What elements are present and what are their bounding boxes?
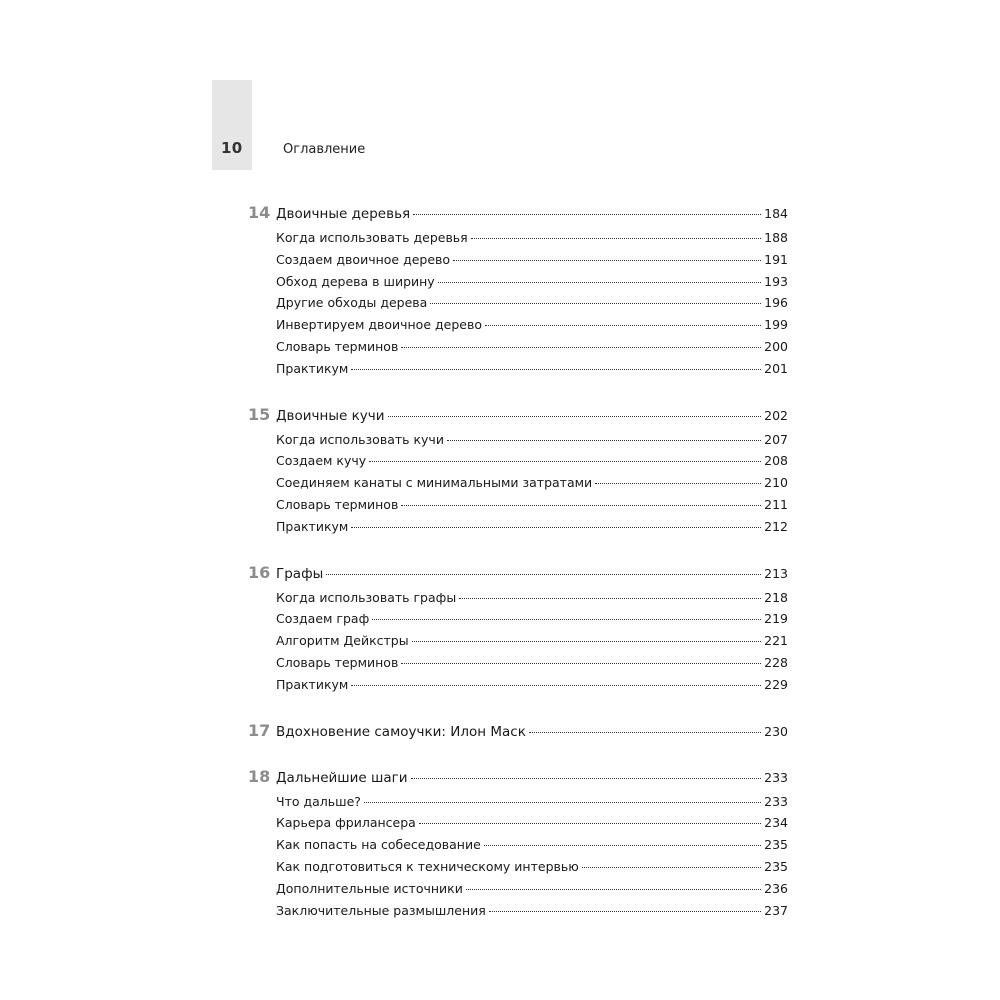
chapter-title: Двоичные кучи bbox=[276, 407, 385, 424]
toc-section-entry[interactable] bbox=[276, 472, 788, 494]
toc-section-entry[interactable] bbox=[276, 358, 788, 380]
section-list bbox=[248, 587, 788, 696]
section-page-number: 200 bbox=[764, 338, 788, 354]
toc-section-entry[interactable] bbox=[276, 900, 788, 922]
section-title: Другие обходы дерева bbox=[276, 295, 428, 311]
dot-leader bbox=[419, 823, 761, 824]
section-list bbox=[248, 227, 788, 380]
toc-section-entry[interactable] bbox=[276, 227, 788, 249]
section-page-number: 193 bbox=[764, 273, 788, 289]
section-title: Когда использовать графы bbox=[276, 589, 457, 605]
dot-leader bbox=[438, 282, 761, 283]
section-page-number: 211 bbox=[764, 496, 788, 512]
dot-leader bbox=[351, 685, 761, 686]
dot-leader bbox=[529, 732, 761, 733]
section-title: Соединяем канаты с минимальными затратами bbox=[276, 475, 593, 491]
toc-section-entry[interactable] bbox=[276, 608, 788, 630]
toc-section-entry[interactable] bbox=[276, 494, 788, 516]
toc-section-entry[interactable] bbox=[276, 292, 788, 314]
section-page-number: 188 bbox=[764, 230, 788, 245]
toc-chapter-entry[interactable] bbox=[248, 720, 788, 742]
section-title: Создаем двоичное дерево bbox=[276, 251, 451, 267]
toc-chapter-entry[interactable] bbox=[248, 404, 788, 426]
toc-section-entry[interactable] bbox=[276, 856, 788, 878]
toc-section-entry[interactable] bbox=[276, 336, 788, 358]
toc-section-entry[interactable] bbox=[276, 587, 788, 609]
dot-leader bbox=[401, 663, 761, 664]
dot-leader bbox=[459, 598, 761, 599]
chapter-title: Графы bbox=[276, 565, 324, 582]
dot-leader bbox=[351, 527, 761, 528]
chapter-page-number: 230 bbox=[764, 723, 788, 739]
section-title: Дополнительные источники bbox=[276, 880, 463, 896]
section-title: Когда использовать кучи bbox=[276, 431, 444, 447]
chapter-page-number: 233 bbox=[764, 769, 788, 785]
section-title: Словарь терминов bbox=[276, 654, 399, 670]
section-title: Алгоритм Дейкстры bbox=[276, 633, 409, 649]
section-page-number: 210 bbox=[764, 475, 788, 491]
toc-chapter bbox=[248, 562, 788, 696]
section-title: Заключительные размышления bbox=[276, 902, 486, 918]
section-title: Словарь терминов bbox=[276, 338, 399, 354]
section-page-number: 229 bbox=[764, 676, 788, 692]
dot-leader bbox=[489, 911, 761, 912]
dot-leader bbox=[484, 845, 761, 846]
section-title: Создаем граф bbox=[276, 611, 370, 627]
section-list bbox=[248, 791, 788, 922]
page-number: 10 bbox=[221, 139, 243, 157]
chapter-number: 16 bbox=[248, 562, 271, 582]
toc-chapter-entry[interactable] bbox=[248, 766, 788, 788]
section-title: Как попасть на собеседование bbox=[276, 837, 481, 853]
dot-leader bbox=[430, 303, 761, 304]
toc-section-entry[interactable] bbox=[276, 834, 788, 856]
chapter-number: 14 bbox=[248, 203, 271, 222]
dot-leader bbox=[411, 778, 762, 779]
section-title: Карьера фрилансера bbox=[276, 815, 416, 831]
section-title: Практикум bbox=[276, 360, 349, 376]
section-page-number: 236 bbox=[764, 880, 788, 896]
chapter-number: 17 bbox=[248, 720, 271, 740]
section-page-number: 208 bbox=[764, 453, 788, 469]
section-list bbox=[248, 429, 788, 538]
dot-leader bbox=[364, 802, 761, 803]
section-title: Практикум bbox=[276, 518, 349, 534]
dot-leader bbox=[447, 440, 761, 441]
section-page-number: 191 bbox=[764, 251, 788, 267]
toc-section-entry[interactable] bbox=[276, 674, 788, 696]
dot-leader bbox=[582, 867, 761, 868]
dot-leader bbox=[372, 619, 761, 620]
chapter-title: Дальнейшие шаги bbox=[276, 769, 408, 786]
section-page-number: 228 bbox=[764, 654, 788, 670]
chapter-title: Вдохновение самоучки: Илон Маск bbox=[276, 723, 526, 740]
section-title: Обход дерева в ширину bbox=[276, 273, 435, 289]
section-page-number: 207 bbox=[764, 431, 788, 447]
section-page-number: 218 bbox=[764, 589, 788, 605]
section-title: Что дальше? bbox=[276, 793, 361, 809]
chapter-page-number: 184 bbox=[764, 206, 788, 221]
section-title: Практикум bbox=[276, 676, 349, 692]
dot-leader bbox=[485, 325, 761, 326]
section-title: Как подготовиться к техническому интервью bbox=[276, 858, 579, 874]
running-head: Оглавление bbox=[283, 142, 366, 157]
toc-chapter-entry[interactable] bbox=[248, 562, 788, 584]
toc-section-entry[interactable] bbox=[276, 652, 788, 674]
section-page-number: 235 bbox=[764, 858, 788, 874]
toc-section-entry[interactable] bbox=[276, 630, 788, 652]
toc-chapter bbox=[248, 766, 788, 922]
section-page-number: 221 bbox=[764, 633, 788, 649]
section-page-number: 237 bbox=[764, 902, 788, 918]
dot-leader bbox=[453, 260, 761, 261]
toc-section-entry[interactable] bbox=[276, 271, 788, 293]
dot-leader bbox=[351, 369, 761, 370]
section-title: Когда использовать деревья bbox=[276, 230, 468, 245]
section-page-number: 234 bbox=[764, 815, 788, 831]
toc-section-entry[interactable] bbox=[276, 314, 788, 336]
section-page-number: 235 bbox=[764, 837, 788, 853]
dot-leader bbox=[326, 574, 761, 575]
toc-chapter bbox=[248, 404, 788, 538]
dot-leader bbox=[369, 461, 761, 462]
section-page-number: 219 bbox=[764, 611, 788, 627]
dot-leader bbox=[401, 505, 761, 506]
dot-leader bbox=[471, 238, 761, 239]
toc-chapter bbox=[248, 720, 788, 742]
section-page-number: 196 bbox=[764, 295, 788, 311]
dot-leader bbox=[412, 641, 762, 642]
toc-section-entry[interactable] bbox=[276, 249, 788, 271]
section-page-number: 233 bbox=[764, 793, 788, 809]
section-page-number: 201 bbox=[764, 360, 788, 376]
chapter-page-number: 213 bbox=[764, 565, 788, 581]
toc-section-entry[interactable] bbox=[276, 878, 788, 900]
toc-section-entry[interactable] bbox=[276, 812, 788, 834]
chapter-number: 18 bbox=[248, 766, 271, 786]
toc-chapter-entry[interactable] bbox=[248, 202, 788, 224]
section-title: Словарь терминов bbox=[276, 496, 399, 512]
dot-leader bbox=[595, 483, 761, 484]
section-title: Инвертируем двоичное дерево bbox=[276, 317, 482, 333]
chapter-page-number: 202 bbox=[764, 407, 788, 423]
chapter-number: 15 bbox=[248, 404, 271, 424]
section-page-number: 212 bbox=[764, 518, 788, 534]
toc-section-entry[interactable] bbox=[276, 450, 788, 472]
toc-chapter bbox=[248, 202, 788, 380]
dot-leader bbox=[401, 347, 761, 348]
toc-section-entry[interactable] bbox=[276, 516, 788, 538]
table-of-contents bbox=[248, 202, 788, 945]
dot-leader bbox=[413, 214, 761, 215]
section-title: Создаем кучу bbox=[276, 453, 367, 469]
toc-section-entry[interactable] bbox=[276, 791, 788, 813]
dot-leader bbox=[466, 889, 761, 890]
toc-section-entry[interactable] bbox=[276, 429, 788, 451]
section-page-number: 199 bbox=[764, 317, 788, 333]
chapter-title: Двоичные деревья bbox=[276, 206, 411, 222]
dot-leader bbox=[388, 416, 762, 417]
